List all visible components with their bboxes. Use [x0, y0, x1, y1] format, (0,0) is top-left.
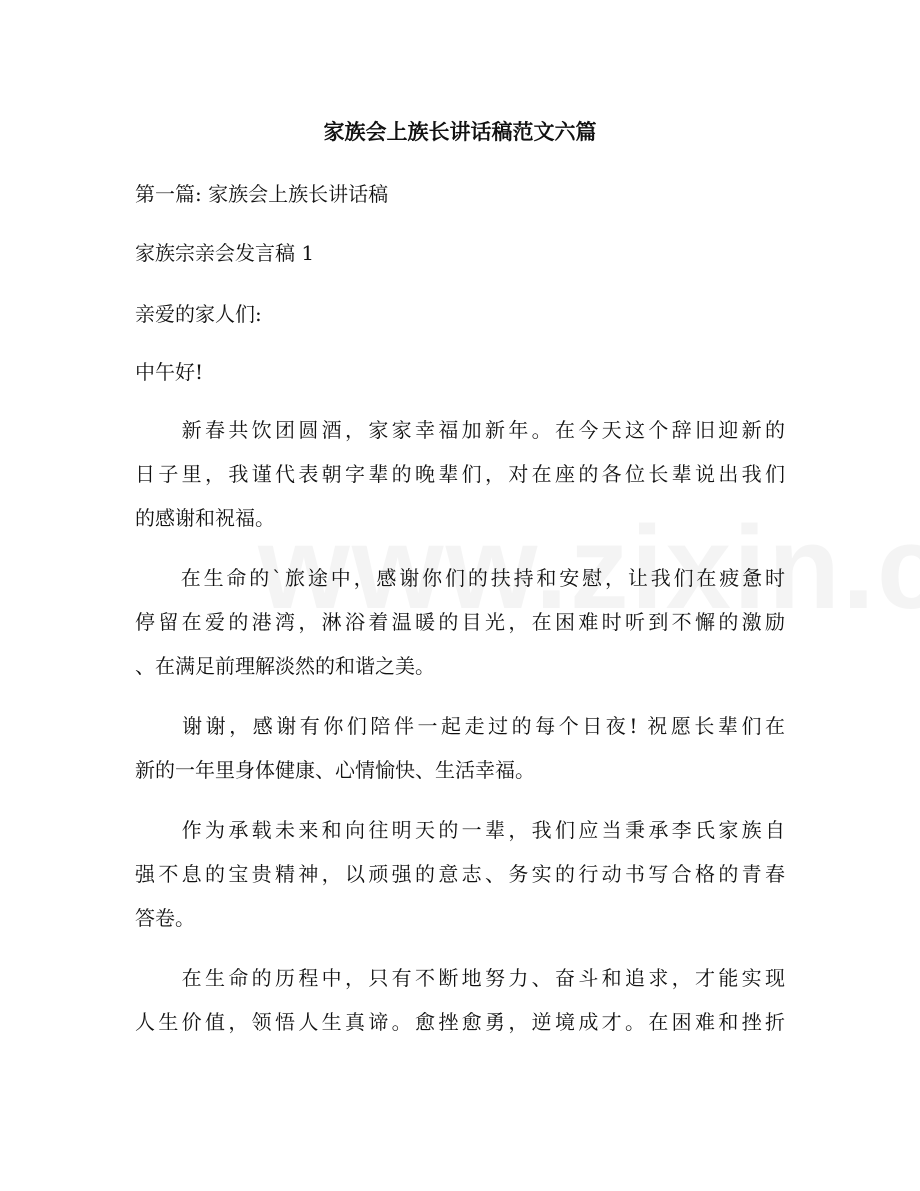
paragraph-line: 强不息的宝贵精神，以顽强的意志、务实的行动书写合格的青春: [135, 862, 785, 886]
document-title: 家族会上族长讲话稿范文六篇: [323, 119, 597, 144]
sub-heading: 家族宗亲会发言稿 1: [135, 241, 315, 265]
paragraph-line: 在生命的`旅途中，感谢你们的扶持和安慰，让我们在疲惫时: [135, 566, 785, 590]
paragraph-line: 、在满足前理解淡然的和谐之美。: [135, 654, 435, 678]
paragraph-line: 谢谢，感谢有你们陪伴一起走过的每个日夜! 祝愿长辈们在: [135, 714, 785, 738]
paragraph-line: 日子里，我谨代表朝字辈的晚辈们，对在座的各位长辈说出我们: [135, 462, 785, 486]
paragraph-line: 在生命的历程中，只有不断地努力、奋斗和追求，才能实现: [135, 966, 785, 990]
paragraph-line: 停留在爱的港湾，淋浴着温暖的目光，在困难时听到不懈的激励: [135, 610, 785, 634]
paragraph-line: 新的一年里身体健康、心情愉快、生活幸福。: [135, 758, 535, 782]
salutation: 亲爱的家人们:: [135, 302, 262, 326]
paragraph-line: 人生价值，领悟人生真谛。愈挫愈勇，逆境成才。在困难和挫折: [135, 1010, 785, 1034]
paragraph-line: 答卷。: [135, 906, 195, 930]
paragraph-line: 新春共饮团圆酒，家家幸福加新年。在今天这个辞旧迎新的: [135, 418, 785, 442]
greeting: 中午好!: [135, 360, 204, 384]
paragraph-line: 的感谢和祝福。: [135, 506, 275, 530]
section-heading: 第一篇: 家族会上族长讲话稿: [135, 182, 389, 206]
paragraph-line: 作为承载未来和向往明天的一辈，我们应当秉承李氏家族自: [135, 818, 785, 842]
